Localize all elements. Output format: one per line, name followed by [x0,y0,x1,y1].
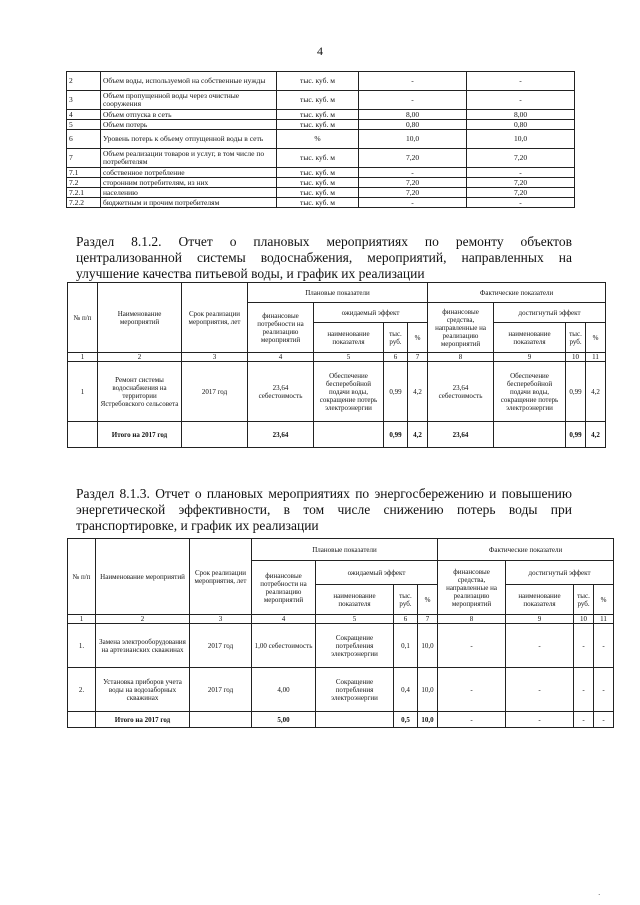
cell-fact: - [467,168,575,178]
section-813-heading: Раздел 8.1.3. Отчет о плановых мероприятиях по энергосбережению и повышению энергетической эффективности, в том числе снижению потерь воды при транспортировке, и график их реализации [76,486,572,533]
footer-mark: · [598,891,601,899]
row-rub2: - [574,624,594,668]
cell-unit: тыс. куб. м [277,110,359,120]
hdr-expected: ожидаемый эффект [316,561,438,585]
column-number: 7 [418,615,438,624]
column-number: 1 [68,353,98,362]
cell-plan: 0,80 [359,120,467,130]
column-numbers-row [68,615,614,624]
hdr-thous-rub: тыс. руб. [394,585,418,615]
hdr-name: Наименование мероприятий [98,283,182,353]
cell-fact: 7,20 [467,149,575,168]
cell-num: 6 [67,130,101,149]
table-row [68,624,614,668]
table-row [67,168,575,178]
energy-measures-table [67,538,614,728]
cell-fact: - [467,91,575,110]
cell-name: Объем пропущенной воды через очистные сооружения [101,91,277,110]
row-pct2: - [594,624,614,668]
hdr-actual: Фактические показатели [428,283,606,303]
cell-plan: - [359,168,467,178]
cell-fact: 0,80 [467,120,575,130]
column-number: 5 [314,353,384,362]
cell-fact: 7,20 [467,178,575,188]
row-pct: 4,2 [408,362,428,422]
hdr-planned: Плановые показатели [252,539,438,561]
hdr-ind-name: наименование показателя [316,585,394,615]
column-number: 2 [96,615,190,624]
column-number: 6 [394,615,418,624]
row-effect2: Обеспечение бесперебойной подачи воды, сокращение потерь электроэнергии [494,362,566,422]
cell-num: 5 [67,120,101,130]
row-fin-need: 23,64 себестоимость [248,362,314,422]
column-numbers-row [68,353,606,362]
cell-unit: тыс. куб. м [277,168,359,178]
total-label: Итого на 2017 год [96,712,190,728]
row-effect: Обеспечение бесперебойной подачи воды, сокращение потерь электроэнергии [314,362,384,422]
hdr-fin-dir: финансовые средства, направленные на реализацию мероприятий [438,561,506,615]
row-term: 2017 год [190,624,252,668]
column-number: 11 [594,615,614,624]
cell-plan: - [359,198,467,208]
row-rub2: - [574,668,594,712]
cell-name: Объем потерь [101,120,277,130]
cell-unit: тыс. куб. м [277,149,359,168]
column-number: 8 [428,353,494,362]
row-term: 2017 год [190,668,252,712]
hdr-ind-name2: наименование показателя [506,585,574,615]
hdr-num: № п/п [68,539,96,615]
repair-measures-table [67,282,606,448]
cell-num: 4 [67,110,101,120]
hdr-pct2: % [586,323,606,353]
hdr-pct: % [418,585,438,615]
total-pct: 10,0 [418,712,438,728]
row-pct2: 4,2 [586,362,606,422]
row-name: Установка приборов учета воды на водозаборных скважинах [96,668,190,712]
column-number: 5 [316,615,394,624]
row-num: 1. [68,624,96,668]
cell-plan: - [359,72,467,91]
cell-name: Объем отпуска в сеть [101,110,277,120]
row-effect: Сокращение потребления электроэнергии [316,624,394,668]
row-pct2: - [594,668,614,712]
cell-name: Объем реализации товаров и услуг, в том числе по потребителям [101,149,277,168]
column-number: 7 [408,353,428,362]
column-number: 9 [506,615,574,624]
cell-unit: тыс. куб. м [277,188,359,198]
table-row [67,72,575,91]
column-number: 3 [190,615,252,624]
cell-plan: 7,20 [359,188,467,198]
row-effect2: - [506,624,574,668]
total-fin-dir: - [438,712,506,728]
hdr-pct: % [408,323,428,353]
cell-name: населению [101,188,277,198]
cell-unit: % [277,130,359,149]
section-812-heading: Раздел 8.1.2. Отчет о плановых мероприятиях по ремонту объектов централизованной системы водоснабжения, мероприятий, направленных на улучшение качества питьевой воды, и график их реализации [76,234,572,281]
cell-unit: тыс. куб. м [277,120,359,130]
row-rub2: 0,99 [566,362,586,422]
column-number: 9 [494,353,566,362]
row-pct: 10,0 [418,624,438,668]
hdr-term: Срок реализации мероприятия, лет [190,539,252,615]
row-pct: 10,0 [418,668,438,712]
hdr-term: Срок реализации мероприятия, лет [182,283,248,353]
table-row [67,130,575,149]
table-row [67,198,575,208]
row-fin-need: 1,00 себестоимость [252,624,316,668]
total-fin-need: 5,00 [252,712,316,728]
hdr-actual: Фактические показатели [438,539,614,561]
hdr-expected: ожидаемый эффект [314,303,428,323]
row-fin-dir: - [438,668,506,712]
hdr-achieved: достигнутый эффект [494,303,606,323]
cell-name: Уровень потерь к объему отпущенной воды в сеть [101,130,277,149]
cell-name: Объем воды, используемой на собственные нужды [101,72,277,91]
table-row [68,362,606,422]
cell-fact: - [467,198,575,208]
hdr-fin-need: финансовые потребности на реализацию мероприятий [252,561,316,615]
table-row [67,188,575,198]
cell-num: 7.1 [67,168,101,178]
column-number: 2 [98,353,182,362]
column-number: 10 [574,615,594,624]
row-name: Замена электрооборудования на артезианских скважинах [96,624,190,668]
cell-num: 3 [67,91,101,110]
row-rub: 0,1 [394,624,418,668]
column-number: 6 [384,353,408,362]
cell-num: 7.2.2 [67,198,101,208]
column-number: 3 [182,353,248,362]
row-num: 2. [68,668,96,712]
table-row [67,91,575,110]
cell-unit: тыс. куб. м [277,178,359,188]
cell-plan: 7,20 [359,178,467,188]
hdr-thous-rub: тыс. руб. [384,323,408,353]
hdr-thous-rub2: тыс. руб. [566,323,586,353]
cell-num: 7.2.1 [67,188,101,198]
table-row [67,110,575,120]
cell-name: сторонним потребителям, из них [101,178,277,188]
total-rub2: - [574,712,594,728]
total-rub: 0,5 [394,712,418,728]
hdr-num: № п/п [68,283,98,353]
hdr-ind-name2: наименование показателя [494,323,566,353]
row-num: 1 [68,362,98,422]
row-effect: Сокращение потребления электроэнергии [316,668,394,712]
row-fin-dir: 23,64 себестоимость [428,362,494,422]
column-number: 10 [566,353,586,362]
hdr-pct2: % [594,585,614,615]
column-number: 4 [248,353,314,362]
total-effect2: - [506,712,574,728]
total-row [68,422,606,448]
column-number: 8 [438,615,506,624]
page-number: 4 [317,44,323,58]
total-fin-need: 23,64 [248,422,314,448]
hdr-ind-name: наименование показателя [314,323,384,353]
row-rub: 0,4 [394,668,418,712]
total-pct2: 4,2 [586,422,606,448]
total-pct: 4,2 [408,422,428,448]
total-row [68,712,614,728]
cell-plan: - [359,91,467,110]
cell-plan: 8,00 [359,110,467,120]
hdr-fin-dir: финансовые средства, направленные на реализацию мероприятий [428,303,494,353]
cell-fact: 10,0 [467,130,575,149]
hdr-achieved: достигнутый эффект [506,561,614,585]
row-rub: 0,99 [384,362,408,422]
table-row [68,668,614,712]
total-rub: 0,99 [384,422,408,448]
cell-name: собственное потребление [101,168,277,178]
cell-plan: 10,0 [359,130,467,149]
cell-fact: 7,20 [467,188,575,198]
cell-unit: тыс. куб. м [277,72,359,91]
row-name: Ремонт системы водоснабжения на территории Ястребовского сельсовета [98,362,182,422]
column-number: 4 [252,615,316,624]
cell-unit: тыс. куб. м [277,198,359,208]
column-number: 1 [68,615,96,624]
cell-num: 2 [67,72,101,91]
table-row [67,120,575,130]
cell-num: 7 [67,149,101,168]
row-term: 2017 год [182,362,248,422]
cell-plan: 7,20 [359,149,467,168]
cell-num: 7.2 [67,178,101,188]
total-pct2: - [594,712,614,728]
hdr-fin-need: финансовые потребности на реализацию мероприятий [248,303,314,353]
row-effect2: - [506,668,574,712]
cell-unit: тыс. куб. м [277,91,359,110]
column-number: 11 [586,353,606,362]
row-fin-need: 4,00 [252,668,316,712]
table-row [67,178,575,188]
water-balance-table [66,71,575,208]
cell-fact: - [467,72,575,91]
hdr-planned: Плановые показатели [248,283,428,303]
row-fin-dir: - [438,624,506,668]
hdr-thous-rub2: тыс. руб. [574,585,594,615]
total-label: Итого на 2017 год [98,422,182,448]
cell-name: бюджетным и прочим потребителям [101,198,277,208]
total-fin-dir: 23,64 [428,422,494,448]
cell-fact: 8,00 [467,110,575,120]
table-row [67,149,575,168]
total-rub2: 0,99 [566,422,586,448]
hdr-name: Наименование мероприятий [96,539,190,615]
